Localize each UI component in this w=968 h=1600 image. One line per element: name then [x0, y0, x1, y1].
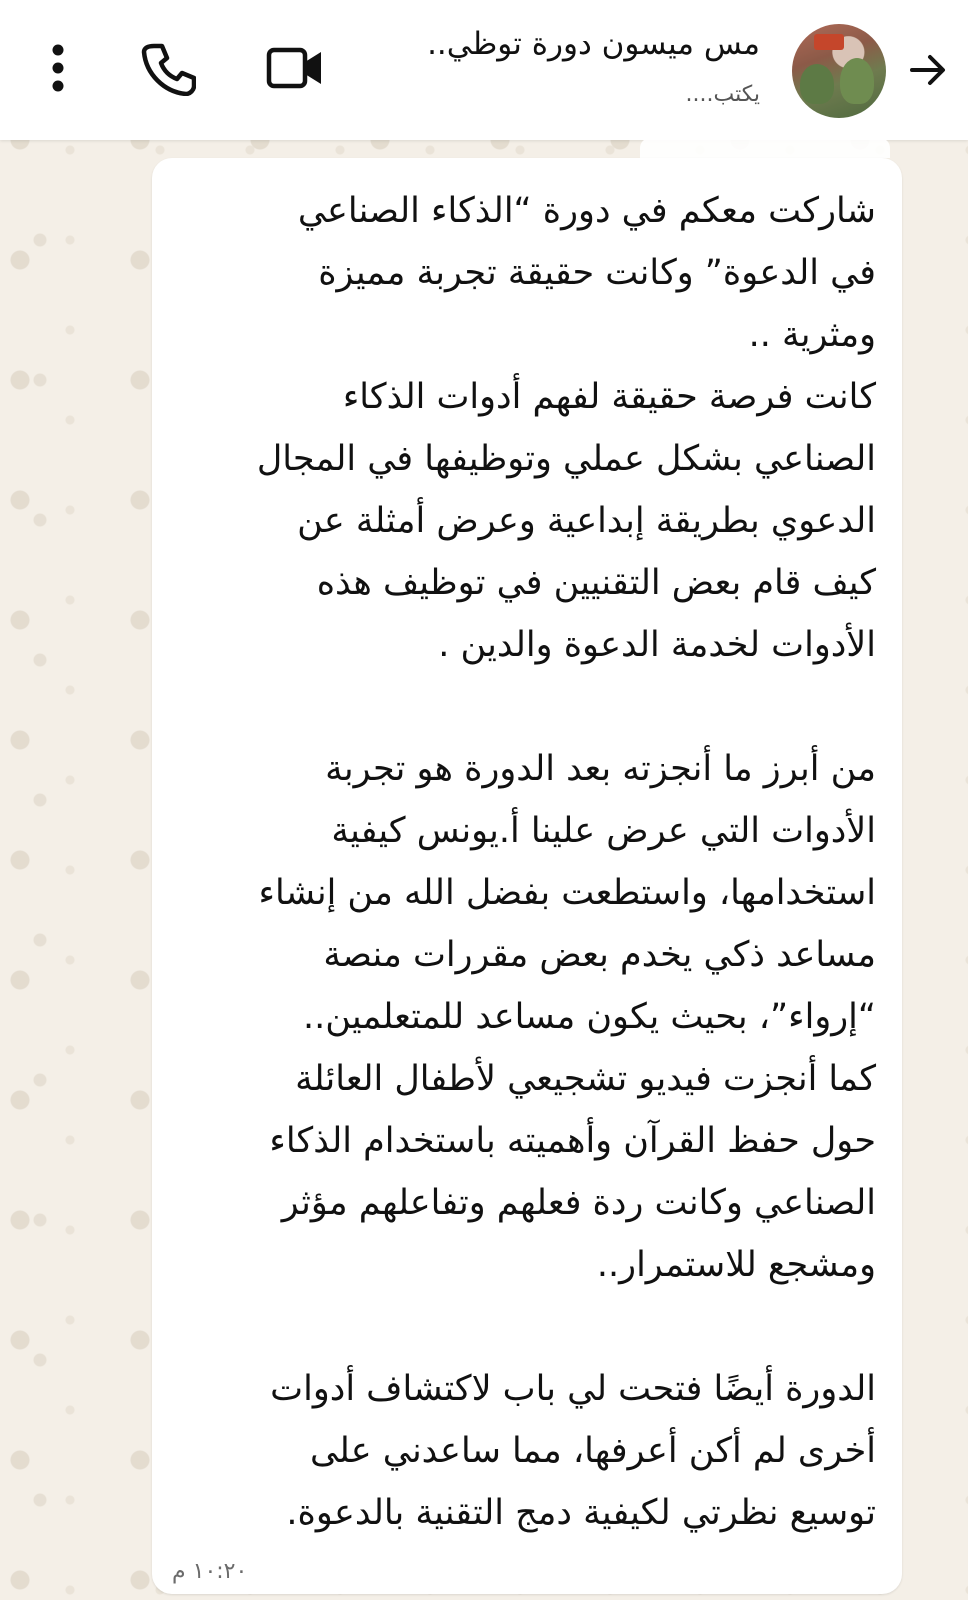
message-line: كما أنجزت فيديو تشجيعي لأطفال العائلة: [295, 1059, 876, 1099]
message-line: في الدعوة” وكانت حقيقة تجربة مميزة: [318, 253, 876, 293]
video-call-button[interactable]: [262, 40, 328, 96]
message-line: مساعد ذكي يخدم بعض مقررات منصة: [323, 935, 876, 975]
message-line: من أبرز ما أنجزته بعد الدورة هو تجربة: [325, 749, 876, 789]
message-timestamp: ١٠:٢٠ م: [172, 1559, 248, 1584]
back-button[interactable]: [900, 42, 956, 98]
chat-header: [0, 0, 968, 140]
message-blank-line: [176, 676, 876, 738]
message-line: أخرى لم أكن أعرفها، مما ساعدني على: [310, 1431, 876, 1471]
message-bubble[interactable]: [152, 158, 902, 1594]
phone-icon: [140, 40, 196, 96]
message-line: حول حفظ القرآن وأهميته باستخدام الذكاء: [269, 1121, 876, 1161]
message-line: “إرواء”، بحيث يكون مساعد للمتعلمين..: [303, 997, 876, 1037]
message-line: الدعوي بطريقة إبداعية وعرض أمثلة عن: [297, 501, 876, 541]
contact-name[interactable]: مس ميسون دورة توظي..: [427, 26, 760, 62]
message-line: الأدوات التي عرض علينا أ.يونس كيفية: [331, 811, 876, 851]
message-line: ومثرية ..: [748, 315, 876, 355]
message-line: الدورة أيضًا فتحت لي باب لاكتشاف أدوات: [270, 1369, 876, 1409]
more-vertical-icon: [50, 42, 66, 94]
message-line: استخدامها، واستطعت بفضل الله من إنشاء: [258, 873, 876, 913]
avatar[interactable]: [792, 24, 886, 118]
voice-call-button[interactable]: [138, 38, 198, 98]
message-line: شاركت معكم في دورة “الذكاء الصناعي: [297, 191, 876, 231]
typing-status: يكتب....: [685, 82, 760, 107]
more-options-button[interactable]: [36, 38, 80, 98]
previous-bubble-edge: [640, 138, 890, 158]
message-line: الصناعي بشكل عملي وتوظيفها في المجال: [256, 439, 876, 479]
message-text: [176, 180, 876, 1544]
message-line: توسيع نظرتي لكيفية دمج التقنية بالدعوة.: [286, 1493, 876, 1533]
message-blank-line: [176, 1296, 876, 1358]
message-line: كانت فرصة حقيقة لفهم أدوات الذكاء: [342, 377, 876, 417]
message-line: الصناعي وكانت ردة فعلهم وتفاعلهم مؤثر: [281, 1183, 876, 1223]
message-line: كيف قام بعض التقنيين في توظيف هذه: [316, 563, 876, 603]
arrow-right-icon: [906, 48, 950, 92]
message-line: الأدوات لخدمة الدعوة والدين .: [438, 625, 876, 665]
message-line: ومشجع للاستمرار..: [596, 1245, 876, 1285]
video-camera-icon: [265, 44, 325, 92]
